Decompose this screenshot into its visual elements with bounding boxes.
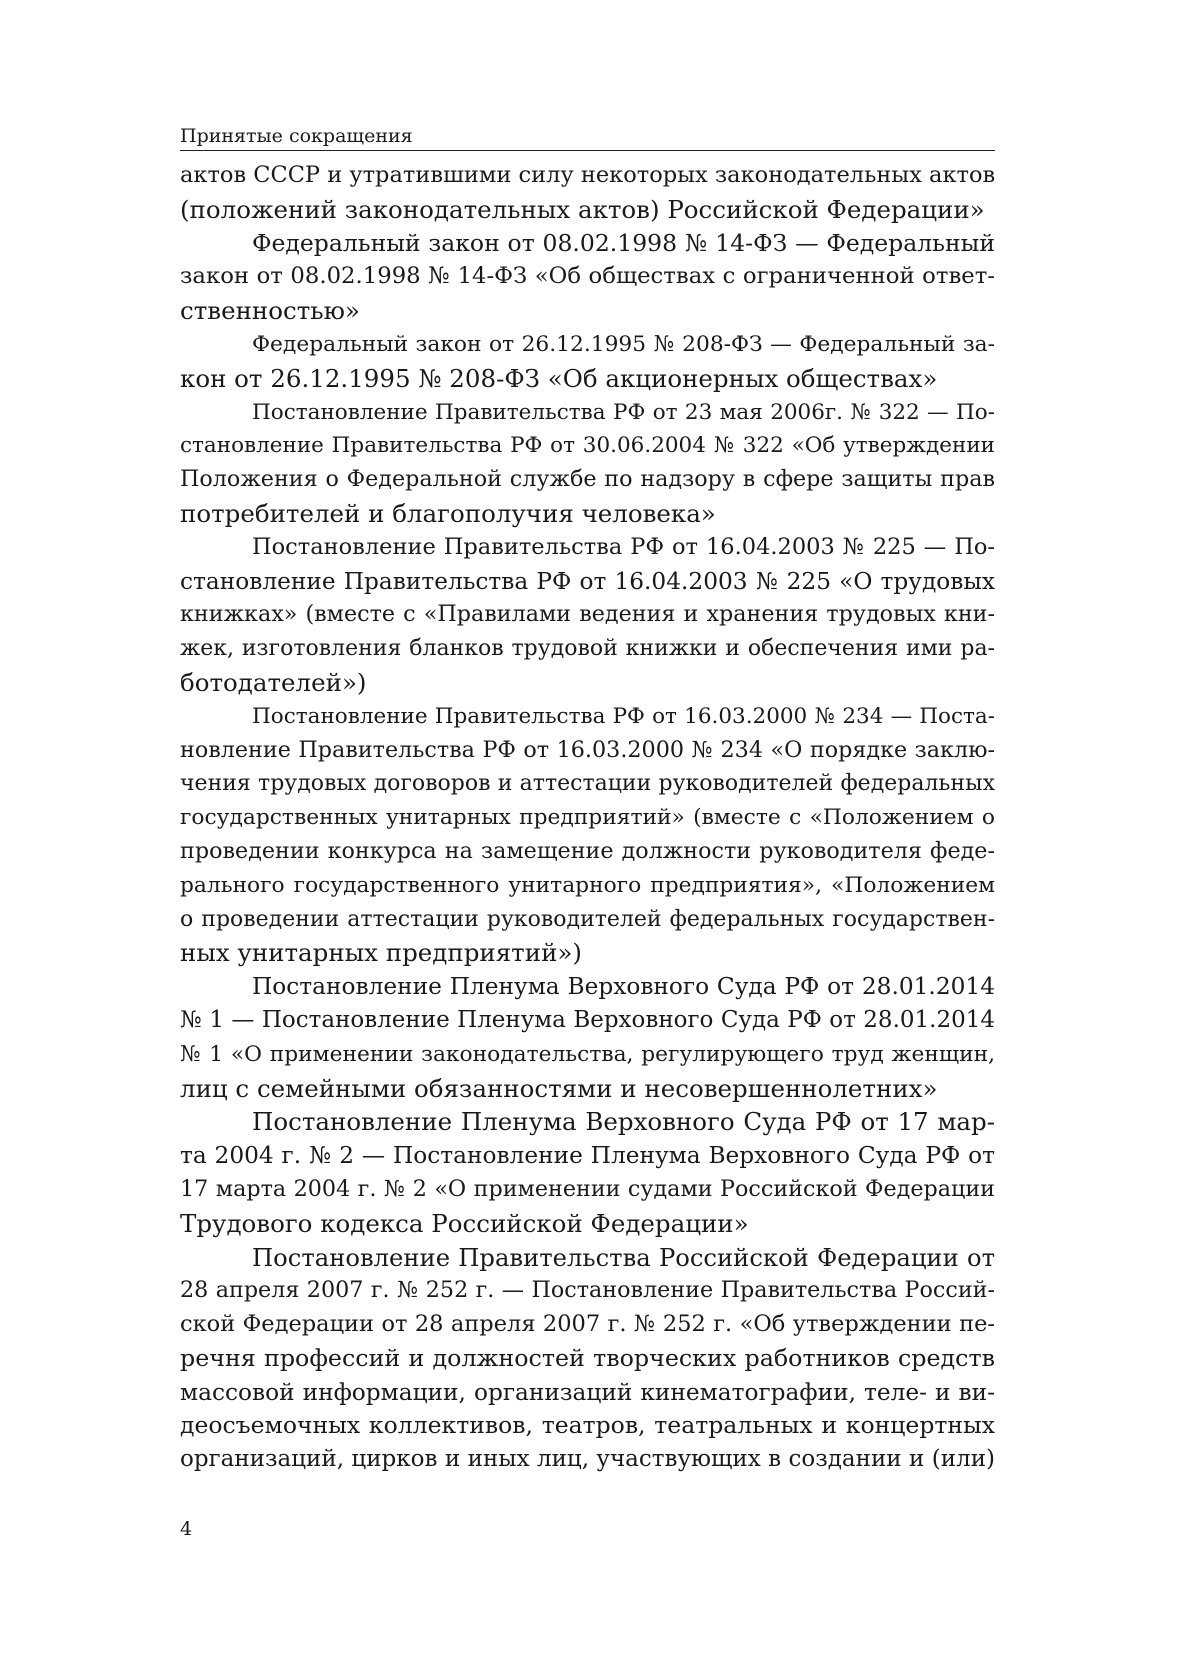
text-line: Федеральный закон от 26.12.1995 № 208-ФЗ — Федеральный за- bbox=[252, 331, 995, 357]
text-line: Постановление Правительства РФ от 16.04.2003 № 225 — По- bbox=[252, 533, 995, 560]
text-line: № 1 — Постановление Пленума Верховного Суда РФ от 28.01.2014 bbox=[180, 1006, 995, 1033]
text-line: Постановление Правительства Российской Федерации от bbox=[252, 1242, 995, 1272]
text-line: становление Правительства РФ от 30.06.2004 № 322 «Об утверждении bbox=[180, 433, 995, 459]
text-line: чения трудовых договоров и аттестации руководителей федеральных bbox=[180, 771, 995, 797]
text-line: речня профессий и должностей творческих работников средств bbox=[180, 1343, 995, 1372]
text-line: 17 марта 2004 г. № 2 «О применении судами Российской Федерации bbox=[180, 1175, 995, 1202]
running-head: Принятые сокращения bbox=[180, 125, 413, 147]
text-line: массовой информации, организаций кинематографии, теле- и ви- bbox=[180, 1378, 995, 1406]
text-line: Трудового кодекса Российской Федерации» bbox=[180, 1208, 749, 1238]
text-line: становление Правительства РФ от 16.04.2003 № 225 «О трудовых bbox=[180, 567, 995, 595]
text-line: закон от 08.02.1998 № 14-ФЗ «Об обществах с ограниченной ответ- bbox=[180, 263, 995, 290]
text-line: Федеральный закон от 08.02.1998 № 14-ФЗ — Федеральный bbox=[252, 228, 995, 257]
text-line: ской Федерации от 28 апреля 2007 г. № 252 г. «Об утверждении пе- bbox=[180, 1311, 995, 1338]
text-line: Постановление Пленума Верховного Суда РФ от 28.01.2014 bbox=[252, 973, 995, 1001]
text-line: о проведении аттестации руководителей федеральных государствен- bbox=[180, 906, 995, 932]
text-line: организаций, цирков и иных лиц, участвующих в создании и (или) bbox=[180, 1446, 995, 1473]
text-line: ботодателей») bbox=[180, 667, 367, 697]
text-line: деосъемочных коллективов, театров, театральных и концертных bbox=[180, 1411, 995, 1440]
text-line: Постановление Правительства РФ от 16.03.2000 № 234 — Поста- bbox=[252, 703, 995, 729]
page-number: 4 bbox=[180, 1518, 193, 1540]
text-line: проведении конкурса на замещение должности руководителя феде- bbox=[180, 837, 995, 864]
text-line: актов СССР и утратившими силу некоторых законодательных актов bbox=[180, 162, 995, 188]
text-line: ственностью» bbox=[180, 296, 360, 326]
text-line: (положений законодательных актов) Российской Федерации» bbox=[180, 194, 985, 224]
text-line: государственных унитарных предприятий» (вместе с «Положением о bbox=[180, 805, 995, 831]
text-line: кон от 26.12.1995 № 208-ФЗ «Об акционерных обществах» bbox=[180, 363, 938, 393]
text-line: 28 апреля 2007 г. № 252 г. — Постановление Правительства Россий- bbox=[180, 1277, 995, 1304]
text-line: та 2004 г. № 2 — Постановление Пленума Верховного Суда РФ от bbox=[180, 1142, 995, 1170]
text-line: Постановление Правительства РФ от 23 мая 2006г. № 322 — По- bbox=[252, 399, 995, 425]
text-line: жек, изготовления бланков трудовой книжки и обеспечения ими ра- bbox=[180, 636, 995, 662]
text-line: потребителей и благополучия человека» bbox=[180, 498, 716, 528]
header-rule bbox=[180, 150, 995, 151]
text-line: книжках» (вместе с «Правилами ведения и хранения трудовых кни- bbox=[180, 601, 995, 628]
text-line: рального государственного унитарного предприятия», «Положением bbox=[180, 872, 995, 898]
page-body-text bbox=[180, 159, 995, 1477]
text-line: новление Правительства РФ от 16.03.2000 № 234 «О порядке заклю- bbox=[180, 736, 995, 763]
text-line: лиц с семейными обязанностями и несовершеннолетних» bbox=[180, 1073, 938, 1103]
text-line: ных унитарных предприятий») bbox=[180, 938, 582, 968]
text-line: № 1 «О применении законодательства, регулирующего труд женщин, bbox=[180, 1041, 995, 1067]
text-line: Положения о Федеральной службе по надзору в сфере защиты прав bbox=[180, 466, 995, 493]
text-line: Постановление Пленума Верховного Суда РФ от 17 мар- bbox=[252, 1107, 995, 1137]
